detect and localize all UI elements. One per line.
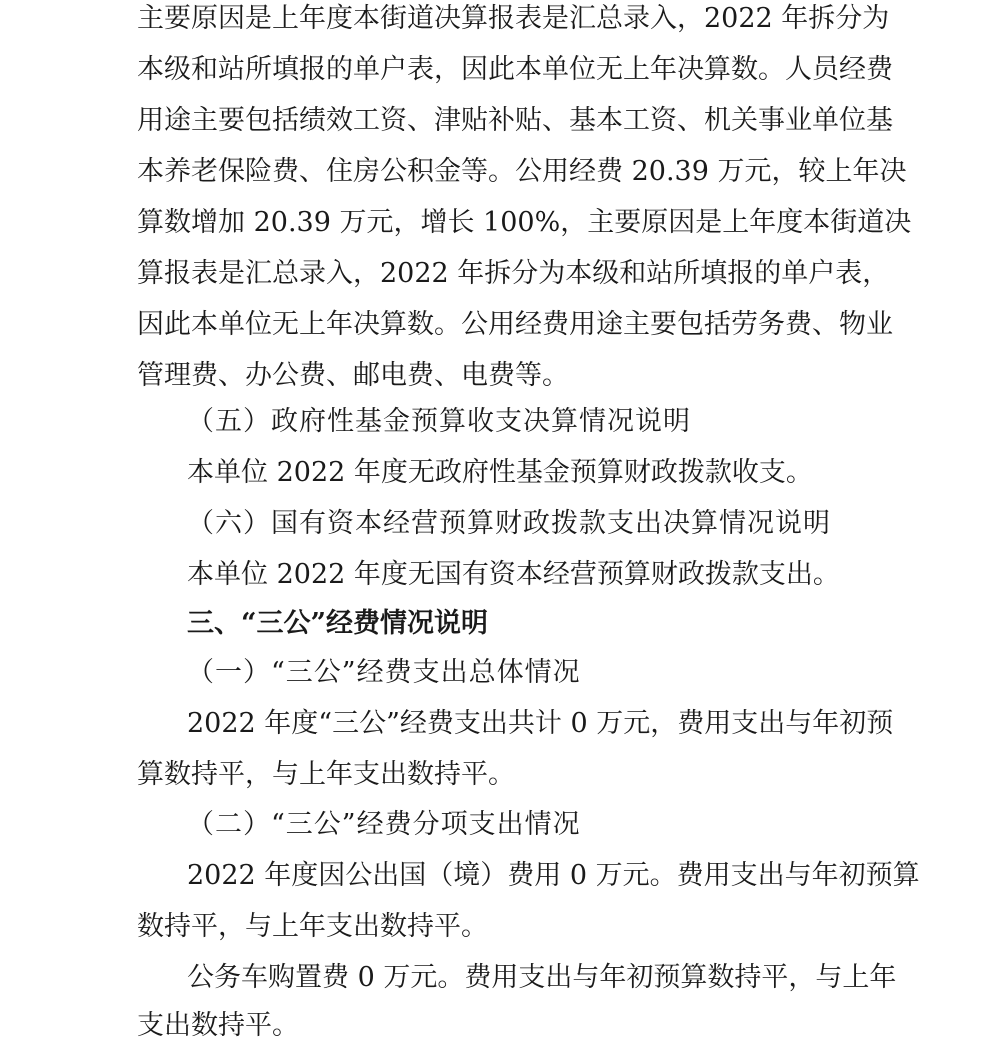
body-text-line: 本单位 2022 年度无国有资本经营预算财政拨款支出。 [187, 559, 840, 590]
section-subheading-5: （五）政府性基金预算收支决算情况说明 [187, 406, 691, 437]
body-text-line: 本养老保险费、住房公积金等。公用经费 20.39 万元，较上年决 [137, 156, 907, 187]
body-text-line: 2022 年度“三公”经费支出共计 0 万元，费用支出与年初预 [187, 708, 894, 739]
body-text-line: 本单位 2022 年度无政府性基金预算财政拨款收支。 [187, 457, 813, 488]
section-subheading-2: （二）“三公”经费分项支出情况 [187, 809, 581, 840]
body-text-line: 算报表是汇总录入，2022 年拆分为本级和站所填报的单户表， [137, 258, 890, 289]
body-text-line: 2022 年度因公出国（境）费用 0 万元。费用支出与年初预算 [187, 860, 920, 891]
body-text-line: 用途主要包括绩效工资、津贴补贴、基本工资、机关事业单位基 [137, 105, 893, 136]
body-text-line: 公务车购置费 0 万元。费用支出与年初预算数持平，与上年 [187, 962, 897, 993]
section-subheading-6: （六）国有资本经营预算财政拨款支出决算情况说明 [187, 508, 831, 539]
body-text-line: 算数增加 20.39 万元，增长 100%，主要原因是上年度本街道决 [137, 207, 912, 238]
body-text-line: 主要原因是上年度本街道决算报表是汇总录入，2022 年拆分为 [137, 3, 890, 34]
body-text-line: 支出数持平。 [137, 1010, 299, 1041]
body-text-line: 因此本单位无上年决算数。公用经费用途主要包括劳务费、物业 [137, 309, 893, 340]
body-text-line: 本级和站所填报的单户表，因此本单位无上年决算数。人员经费 [137, 54, 893, 85]
section-heading-3: 三、“三公”经费情况说明 [187, 608, 489, 639]
section-subheading-1: （一）“三公”经费支出总体情况 [187, 657, 581, 688]
body-text-line: 数持平，与上年支出数持平。 [137, 911, 488, 942]
body-text-line: 算数持平，与上年支出数持平。 [137, 759, 515, 790]
body-text-line: 管理费、办公费、邮电费、电费等。 [137, 360, 569, 391]
